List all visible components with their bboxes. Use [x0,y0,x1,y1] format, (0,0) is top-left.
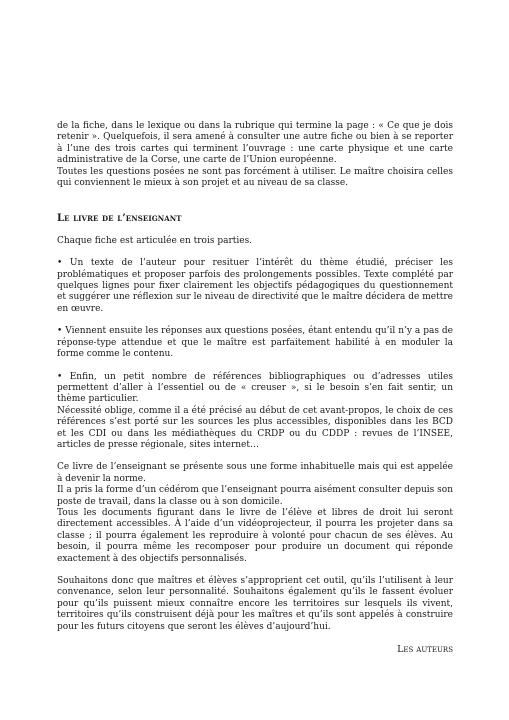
spacer [57,225,453,236]
signature: Les auteurs [397,644,453,656]
intro-paragraph-2: Toutes les questions posées ne sont pas forcément à utiliser. Le maître choisira celles qui conviennent le mieux à son projet et au niveau de sa classe. [57,166,453,189]
intro-paragraph-1: de la fiche, dans le lexique ou dans la rubrique qui termine la page : « Ce que je dois retenir ». Quelquefois, il sera amené à consulter une autre fiche ou bien à se reporter à l’une des trois cartes qui terminent l’ouvrage : une carte physique et une carte administrative de la Corse, une carte de l’Union européenne. [57,121,453,166]
spacer [57,315,453,326]
spacer [57,247,453,258]
format-paragraph-2: Il a pris la forme d’un cédérom que l’enseignant pourra aisément consulter depuis son poste de travail, dans la classe ou à son domicile. [57,485,453,507]
spacer [57,451,453,462]
bullet-paragraph-3-continued: Nécessité oblige, comme il a été précisé au début de cet avant-propos, le choix de ces références s’est porté sur les sources les plus accessibles, disponibles dans les BCD et les CDI ou dans les médiathèques du CRDP ou du CDDP : revues de l’INSEE, articles de presse régionale, sites internet… [57,405,453,450]
closing-paragraph: Souhaitons donc que maîtres et élèves s’approprient cet outil, qu’ils l’utilisent à leur convenance, selon leur personnalité. Souhaitons également qu’ils le fassent évoluer pour qu’ils puissent mieux connaître encore les territoires sur lesquels ils vivent, territoires qu’ils construisent déjà pour les maîtres et qu’ils sont appelés à construire pour les futurs citoyens que seront les élèves d’aujourd’hui. [57,576,453,632]
page-content [57,121,453,655]
spacer [57,633,453,644]
section-lead: Chaque fiche est articulée en trois parties. [57,235,253,246]
bullet-paragraph-3: • Enfin, un petit nombre de références bibliographiques ou d’adresses utiles permettent d’aller à l’essentiel ou de « creuser », si le besoin s’en fait sentir, un thème particulier. [57,371,453,405]
format-paragraph-1: Ce livre de l’enseignant se présente sous une forme inhabituelle mais qui est appelée à devenir la norme. [57,462,453,484]
spacer [57,565,453,576]
section-title: Le livre de l’enseignant [57,213,182,225]
spacer [57,189,453,213]
spacer [57,361,453,372]
bullet-paragraph-1: • Un texte de l’auteur pour resituer l’intérêt du thème étudié, préciser les problématiques et proposer parfois des prolongements possibles. Texte complété par quelques lignes pour fixer clairement les objectifs pédagogiques du questionnement et suggérer une réflexion sur le niveau de directivité que le maître décidera de mettre en œuvre. [57,258,453,314]
bullet-paragraph-2: • Viennent ensuite les réponses aux questions posées, étant entendu qu’il n’y a pas de réponse-type attendue et que le maître est parfaitement habilité à en moduler la forme comme le contenu. [57,326,453,360]
format-paragraph-3: Tous les documents figurant dans le livre de l’élève et libres de droit lui seront directement accessibles. À l’aide d’un vidéoprojecteur, il pourra les projeter dans sa classe ; il pourra également les reproduire à volonté pour chacun de ses élèves. Au besoin, il pourra même les recomposer pour produire un document qui réponde exactement à des objectifs personnalisés. [57,507,453,564]
